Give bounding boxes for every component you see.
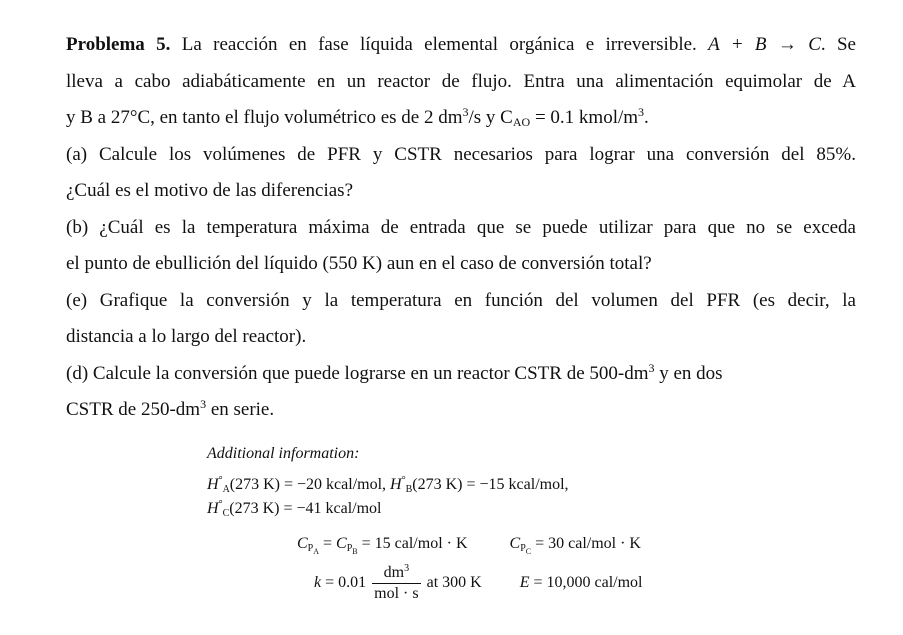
question-d-cont: CSTR de $250-dm^3$ en serie. <box>66 397 275 420</box>
problem-line-2: lleva a cabo adiabáticamente en un reactor de flujo. Entra una alimentación equimolar de A <box>66 70 856 92</box>
problem-line-1: Problema 5. La reacción en fase líquida elemental orgánica e irreversible. A + B → C. Se <box>66 34 856 55</box>
rate-constant: k = 0.01 $\frac{dm^3}{\text{mol · s}}$ at 300 K E = 10,000 cal/mol <box>314 563 643 602</box>
question-e: (e) Grafique la conversión y la temperatura en función del volumen del PFR (es decir, la <box>66 289 856 311</box>
problem-statement <box>66 27 856 429</box>
question-a-cont: ¿Cuál es el motivo de las diferencias? <box>66 180 354 201</box>
enthalpy-c: $H^\circ_C(273$ K) = −41 kcal/mol <box>207 499 382 519</box>
question-e-cont: distancia a lo largo del reactor). <box>66 326 307 347</box>
enthalpy-a-b: $H^\circ_A(273$ K) = −20 kcal/mol, $H^\circ_B(273$ K) = −15 kcal/mol, <box>207 475 569 495</box>
question-b-cont: el punto de ebullición del líquido (550 K) aun en el caso de conversión total? <box>66 253 652 274</box>
question-a: (a) Calcule los volúmenes de PFR y CSTR necesarios para lograr una conversión del 85%. <box>66 143 856 165</box>
heat-capacities: $C_{P_A} = C_{P_B} = 15$ cal/mol · K $C_{P_C} = 30$ cal/mol · K <box>297 535 641 556</box>
reaction-equation: A + B → C <box>708 34 821 55</box>
rate-units-fraction: $\frac{dm^3}{\text{mol · s}}$ <box>374 563 419 602</box>
question-b: (b) ¿Cuál es la temperatura máxima de entrada que se puede utilizar para que no se exceda <box>66 216 856 238</box>
additional-info-heading: Additional information: <box>207 445 360 462</box>
problem-title: Problema 5. <box>66 34 171 55</box>
question-d: (d) Calcule la conversión que puede lograrse en un reactor CSTR de $500-dm^3$ y en dos <box>66 360 723 384</box>
problem-line-3: y B a 27°C, en tanto el flujo volumétrico es de 2 $dm^3/s$ y $C_{AO} = 0.1$ kmol/$m^3$. <box>66 105 649 129</box>
